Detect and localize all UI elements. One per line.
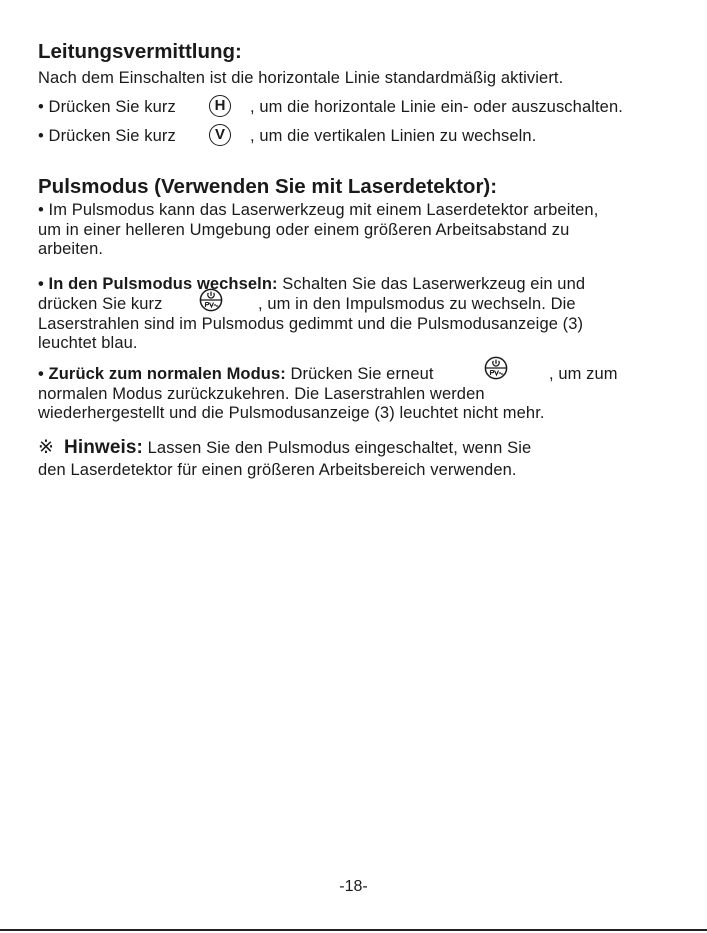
pulse-intro-line-3: arbeiten. <box>38 240 104 258</box>
pulse-key-icon <box>199 288 223 312</box>
pulse-intro-line-1: • Im Pulsmodus kann das Laserwerkzeug mit einem Laserdetektor arbeiten, <box>38 201 599 219</box>
enter-pulse-line-1 <box>38 274 585 294</box>
v-key-icon: V <box>209 124 231 146</box>
note-text: Lassen Sie den Pulsmodus eingeschaltet, wenn Sie <box>142 439 532 457</box>
exit-pulse-line-1 <box>38 364 434 384</box>
intro-text: Nach dem Einschalten ist die horizontale Linie standardmäßig aktiviert. <box>38 69 564 87</box>
enter-pulse-heading: • In den Pulsmodus wechseln: <box>38 275 278 293</box>
exit-pulse-heading: • Zurück zum normalen Modus: <box>38 365 286 383</box>
pulse-intro-line-2: um in einer helleren Umgebung oder einem größeren Arbeitsabstand zu <box>38 221 570 239</box>
note-label: Hinweis: <box>64 437 143 458</box>
bullet-v-suffix: , um die vertikalen Linien zu wechseln. <box>250 127 537 145</box>
bullet-h-prefix: • Drücken Sie kurz <box>38 98 176 116</box>
enter-pulse-line-2-suffix: , um in den Impulsmodus zu wechseln. Die <box>258 295 576 313</box>
enter-pulse-text: Schalten Sie das Laserwerkzeug ein und <box>277 275 586 293</box>
exit-pulse-line-3: wiederhergestellt und die Pulsmodusanzeige (3) leuchtet nicht mehr. <box>38 404 545 422</box>
exit-pulse-line-1-suffix: , um zum <box>549 365 618 383</box>
bullet-v-prefix: • Drücken Sie kurz <box>38 127 176 145</box>
pulse-key-icon-2 <box>484 356 508 380</box>
exit-pulse-text: Drücken Sie erneut <box>285 365 434 383</box>
note-line-2: den Laserdetektor für einen größeren Arbeitsbereich verwenden. <box>38 461 517 479</box>
exit-pulse-line-2: normalen Modus zurückzukehren. Die Laserstrahlen werden <box>38 385 485 403</box>
enter-pulse-line-2-prefix: drücken Sie kurz <box>38 295 163 313</box>
bottom-rule <box>0 929 707 931</box>
enter-pulse-line-3: Laserstrahlen sind im Pulsmodus gedimmt und die Pulsmodusanzeige (3) <box>38 315 584 333</box>
h-key-icon: H <box>209 95 231 117</box>
bullet-h-suffix: , um die horizontale Linie ein- oder auszuschalten. <box>250 98 623 116</box>
section-title-leitungsvermittlung: Leitungsvermittlung: <box>38 40 242 63</box>
enter-pulse-line-4: leuchtet blau. <box>38 334 138 352</box>
note-symbol: ※ <box>38 437 55 458</box>
note-line-1 <box>38 438 531 458</box>
section-title-pulsmodus: Pulsmodus (Verwenden Sie mit Laserdetektor): <box>38 175 498 198</box>
page-number: -18- <box>339 878 368 895</box>
